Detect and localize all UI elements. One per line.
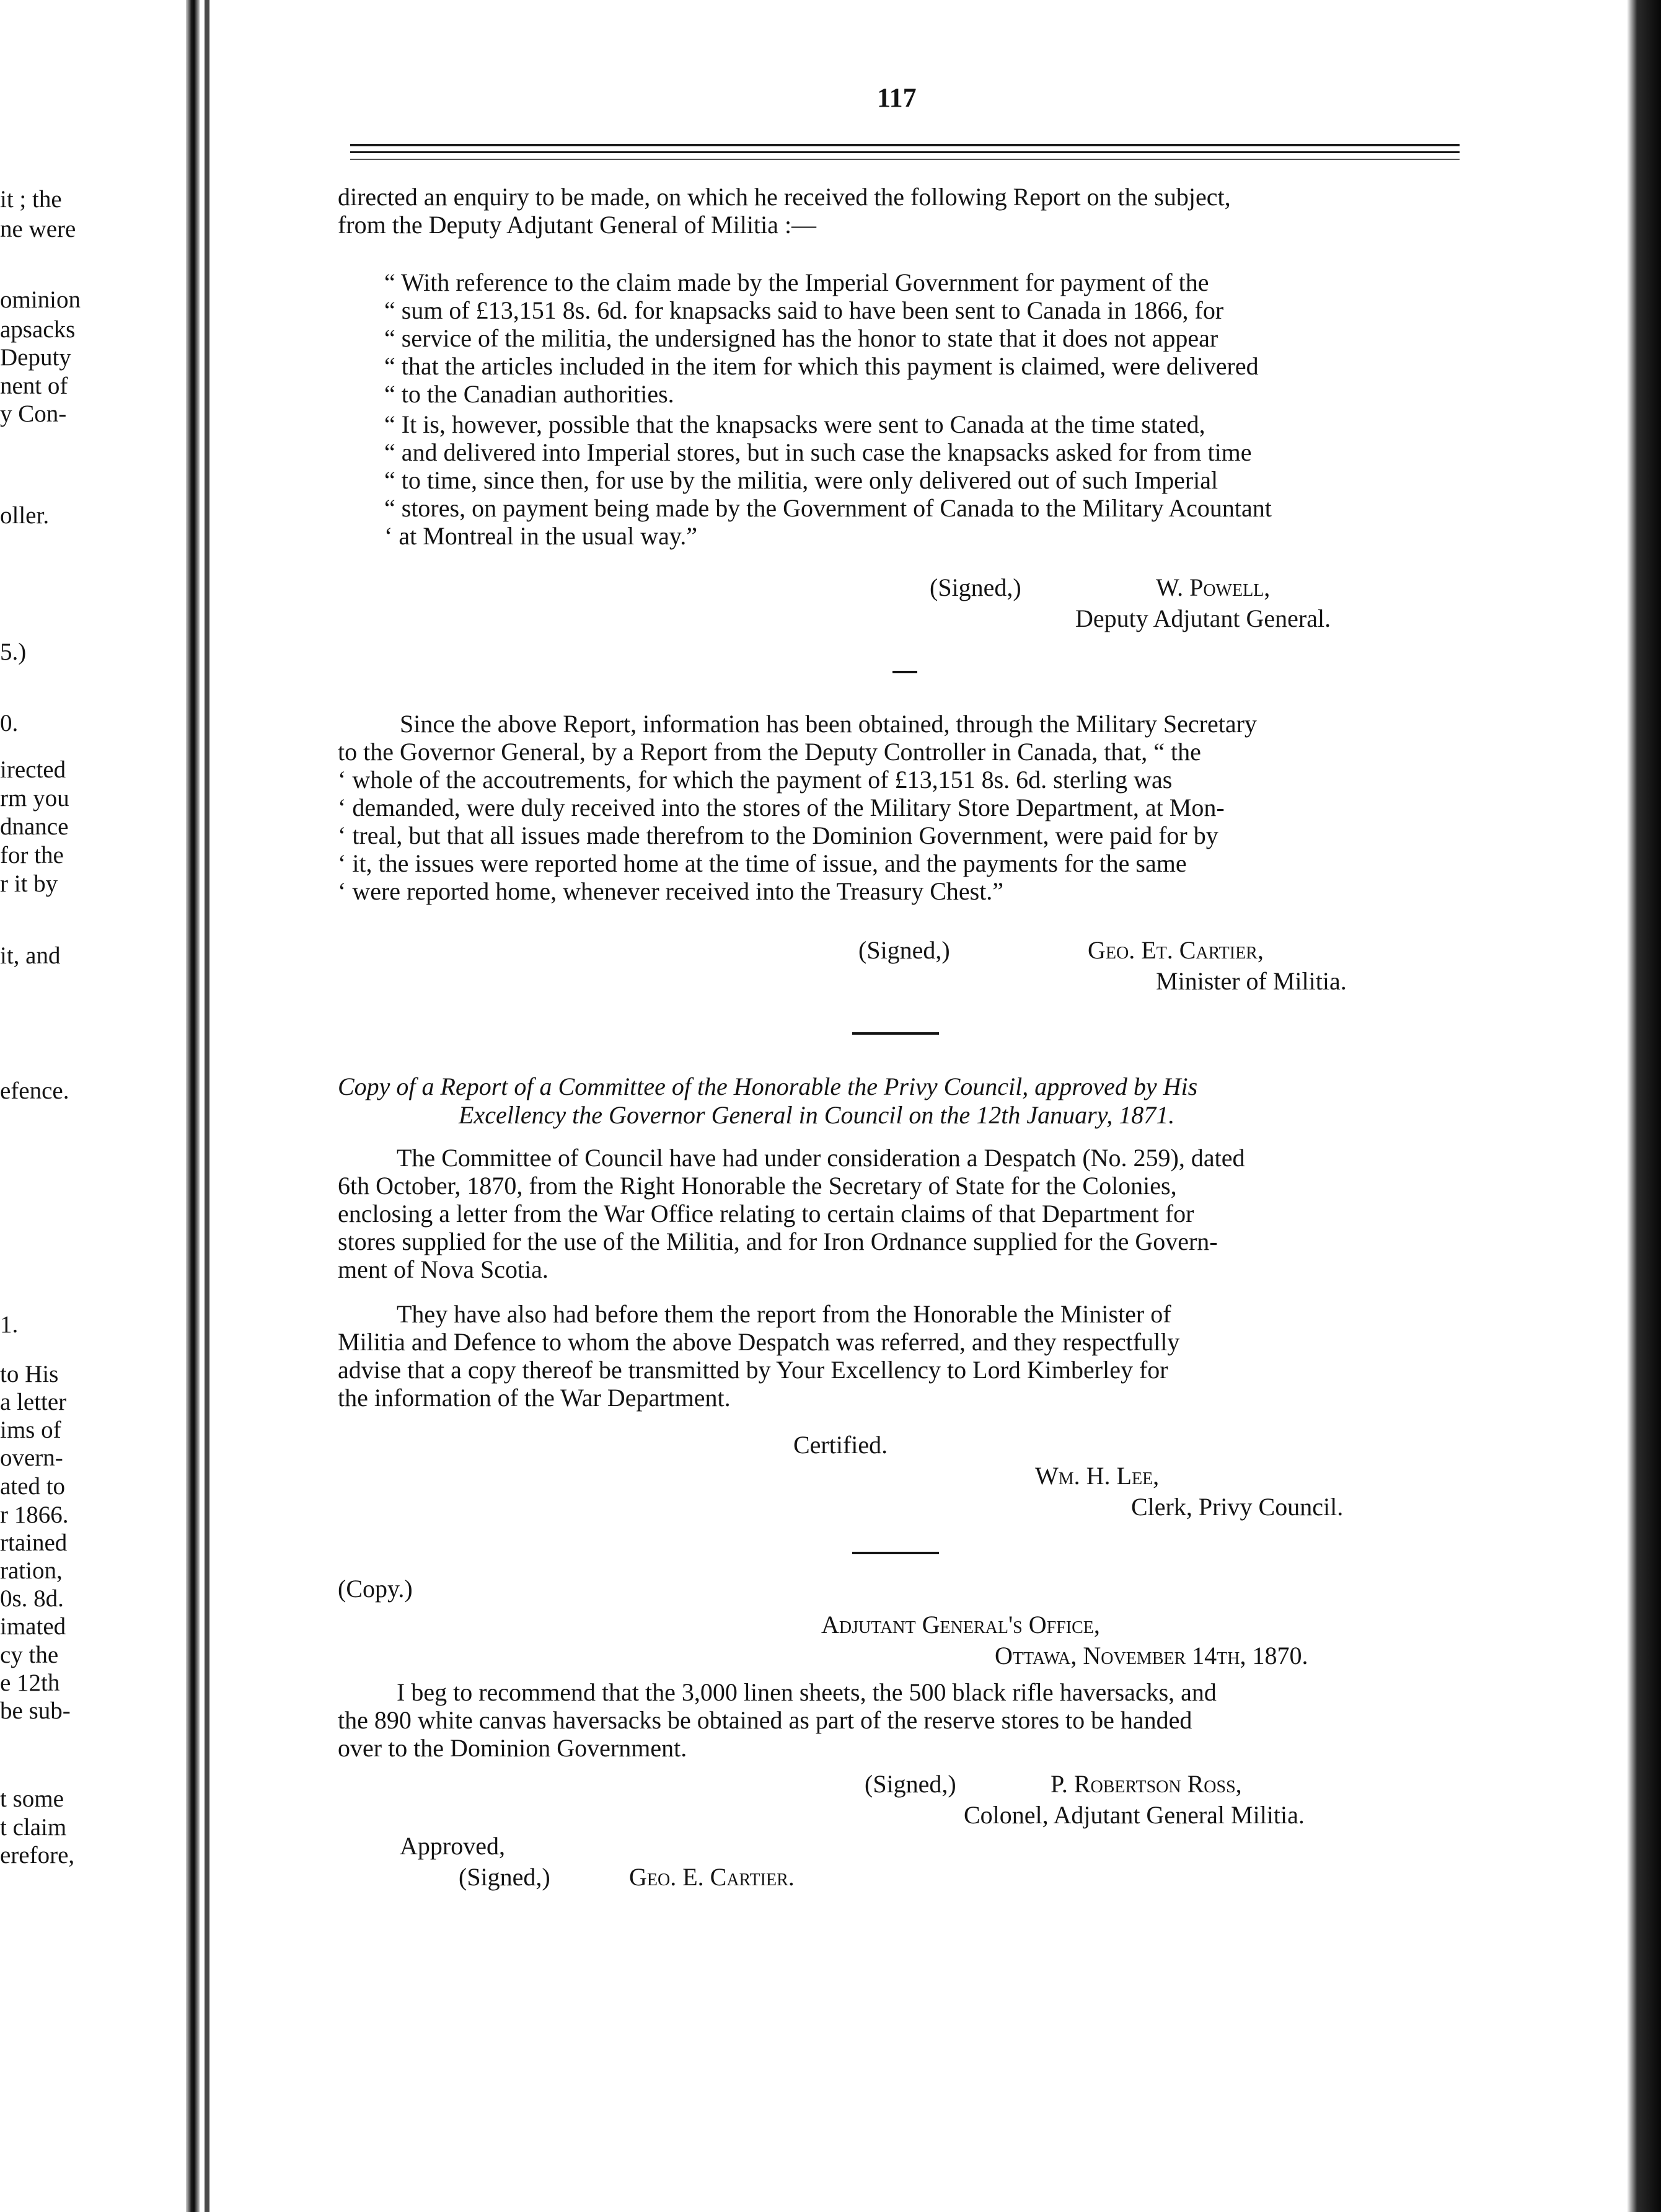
approved-label: Approved, — [400, 1832, 505, 1860]
book-binding-edge — [205, 0, 209, 2212]
text-line: “ to time, since then, for use by the militia, were only delivered out of such Imperial — [384, 466, 1218, 494]
signed-label: (Signed,) — [858, 936, 950, 964]
text-line: ment of Nova Scotia. — [338, 1255, 549, 1283]
text-line: over to the Dominion Government. — [338, 1734, 687, 1762]
text-line: ‘ treal, but that all issues made therefrom to the Dominion Government, were paid for by — [338, 821, 1218, 849]
left-page-text-fragment: r 1866. — [0, 1502, 69, 1528]
text-line: advise that a copy thereof be transmitted by Your Excellency to Lord Kimberley for — [338, 1356, 1168, 1384]
certified-label: Certified. — [793, 1431, 888, 1459]
signer-title: Colonel, Adjutant General Militia. — [964, 1801, 1305, 1829]
signer-name: P. Robertson Ross, — [1051, 1770, 1242, 1798]
text-line: the 890 white canvas haversacks be obtained as part of the reserve stores to be handed — [338, 1706, 1192, 1734]
left-page-text-fragment: 1. — [0, 1311, 19, 1338]
approver-name: Geo. E. Cartier. — [629, 1863, 795, 1891]
left-page-text-fragment: oller. — [0, 502, 50, 529]
left-page-text-fragment: 0s. 8d. — [0, 1585, 64, 1612]
section-divider — [852, 1552, 939, 1554]
left-page-text-fragment: irected — [0, 756, 66, 783]
signed-label: (Signed,) — [865, 1770, 956, 1798]
text-line: ‘ were reported home, whenever received into the Treasury Chest.” — [338, 877, 1004, 905]
signer-name: Wm. H. Lee, — [1035, 1462, 1160, 1490]
text-line: “ It is, however, possible that the knapsacks were sent to Canada at the time stated, — [384, 410, 1205, 438]
left-page-text-fragment: t some — [0, 1785, 64, 1812]
left-page-text-fragment: cy the — [0, 1642, 59, 1668]
left-page-text-fragment: nent of — [0, 373, 68, 399]
text-line: “ With reference to the claim made by the Imperial Government for payment of the — [384, 268, 1209, 296]
left-page-text-fragment: rm you — [0, 785, 69, 812]
text-line: ‘ demanded, were duly received into the stores of the Military Store Department, at Mon- — [338, 794, 1225, 821]
left-page-text-fragment: rtained — [0, 1529, 68, 1556]
text-line: directed an enquiry to be made, on which he received the following Report on the subject, — [338, 183, 1231, 211]
text-line: from the Deputy Adjutant General of Militia :— — [338, 211, 817, 239]
left-page-text-fragment: apsacks — [0, 316, 76, 343]
text-line: the information of the War Department. — [338, 1384, 731, 1412]
left-page-text-fragment: dnance — [0, 813, 69, 840]
left-page-text-fragment: a letter — [0, 1389, 67, 1415]
report-heading: Excellency the Governor General in Council on the 12th January, 1871. — [459, 1101, 1175, 1129]
signer-name: W. Powell, — [1156, 573, 1271, 601]
left-page-text-fragment: e 12th — [0, 1670, 60, 1696]
text-line: ‘ at Montreal in the usual way.” — [384, 522, 698, 550]
signed-label: (Signed,) — [459, 1863, 550, 1891]
left-page-text-fragment: r it by — [0, 870, 58, 897]
left-page-text-fragment: ominion — [0, 286, 81, 313]
left-page-text-fragment: to His — [0, 1361, 59, 1387]
left-page-text-fragment: overn- — [0, 1444, 63, 1471]
text-line: “ service of the militia, the undersigned has the honor to state that it does not appear — [384, 324, 1218, 352]
header-rule — [350, 159, 1460, 160]
left-page-text-fragment: ration, — [0, 1557, 63, 1584]
dateline: Ottawa, November 14th, 1870. — [995, 1642, 1308, 1670]
signer-title: Deputy Adjutant General. — [1075, 604, 1331, 632]
left-page-text-fragment: erefore, — [0, 1842, 75, 1869]
quote-paragraph-1 — [384, 268, 1450, 408]
left-page-text-fragment: t claim — [0, 1814, 67, 1841]
document-page — [338, 0, 1466, 2212]
text-line: “ stores, on payment being made by the Government of Canada to the Military Acountant — [384, 494, 1272, 522]
left-page-text-fragment: 0. — [0, 710, 19, 737]
committee-paragraph-1 — [338, 1144, 1453, 1283]
left-page-text-fragment: Deputy — [0, 344, 71, 371]
left-page-text-fragment: for the — [0, 842, 64, 869]
header-rule — [350, 144, 1460, 146]
committee-paragraph-2 — [338, 1300, 1453, 1412]
page-number: 117 — [877, 82, 917, 113]
left-page-text-fragment: imated — [0, 1613, 66, 1640]
copy-label: (Copy.) — [338, 1575, 413, 1603]
text-line: “ and delivered into Imperial stores, but in such case the knapsacks asked for from time — [384, 438, 1252, 466]
left-page-text-fragment: it, and — [0, 942, 61, 969]
section-divider — [852, 1032, 939, 1035]
text-line: Militia and Defence to whom the above Despatch was referred, and they respectfully — [338, 1328, 1180, 1356]
text-line: ‘ whole of the accoutrements, for which the payment of £13,151 8s. 6d. sterling was — [338, 766, 1173, 794]
left-page-text-fragment: ated to — [0, 1473, 66, 1500]
section-divider — [892, 671, 917, 673]
left-page-text-fragment: ims of — [0, 1417, 61, 1443]
text-line: enclosing a letter from the War Office relating to certain claims of that Department for — [338, 1200, 1194, 1228]
text-line: I beg to recommend that the 3,000 linen sheets, the 500 black rifle haversacks, and — [397, 1678, 1217, 1706]
left-page-text-fragment: 5.) — [0, 639, 27, 665]
left-page-text-fragment: it ; the — [0, 186, 62, 213]
text-line: They have also had before them the report from the Honorable the Minister of — [397, 1300, 1171, 1328]
report-paragraph — [338, 710, 1453, 905]
header-rule — [350, 151, 1460, 153]
recommendation-paragraph — [338, 1678, 1453, 1762]
text-line: Since the above Report, information has been obtained, through the Military Secretary — [400, 710, 1257, 738]
report-heading: Copy of a Report of a Committee of the Honorable the Privy Council, approved by His — [338, 1073, 1198, 1100]
text-line: “ sum of £13,151 8s. 6d. for knapsacks said to have been sent to Canada in 1866, for — [384, 296, 1224, 324]
text-line: 6th October, 1870, from the Right Honorable the Secretary of State for the Colonies, — [338, 1172, 1177, 1200]
book-binding — [186, 0, 200, 2212]
page-right-edge — [1627, 0, 1661, 2212]
signer-title: Clerk, Privy Council. — [1131, 1493, 1344, 1521]
text-line: “ that the articles included in the item for which this payment is claimed, were delivered — [384, 352, 1259, 380]
text-line: The Committee of Council have had under consideration a Despatch (No. 259), dated — [397, 1144, 1245, 1172]
text-line: stores supplied for the use of the Militia, and for Iron Ordnance supplied for the Govern- — [338, 1228, 1218, 1255]
signer-title: Minister of Militia. — [1156, 967, 1347, 995]
left-page-margin-text — [0, 0, 87, 2212]
signer-name: Geo. Et. Cartier, — [1088, 936, 1264, 964]
text-line: ‘ it, the issues were reported home at the time of issue, and the payments for the same — [338, 849, 1187, 877]
text-line: “ to the Canadian authorities. — [384, 380, 674, 408]
left-page-text-fragment: efence. — [0, 1077, 69, 1104]
intro-paragraph — [338, 183, 1453, 239]
quote-paragraph-2 — [384, 410, 1450, 550]
left-page-text-fragment: be sub- — [0, 1697, 71, 1724]
left-page-text-fragment: y Con- — [0, 400, 67, 427]
left-page-text-fragment: ne were — [0, 216, 76, 242]
text-line: to the Governor General, by a Report from the Deputy Controller in Canada, that, “ the — [338, 738, 1201, 766]
signed-label: (Signed,) — [930, 573, 1021, 601]
office-name: Adjutant General's Office, — [821, 1611, 1100, 1639]
